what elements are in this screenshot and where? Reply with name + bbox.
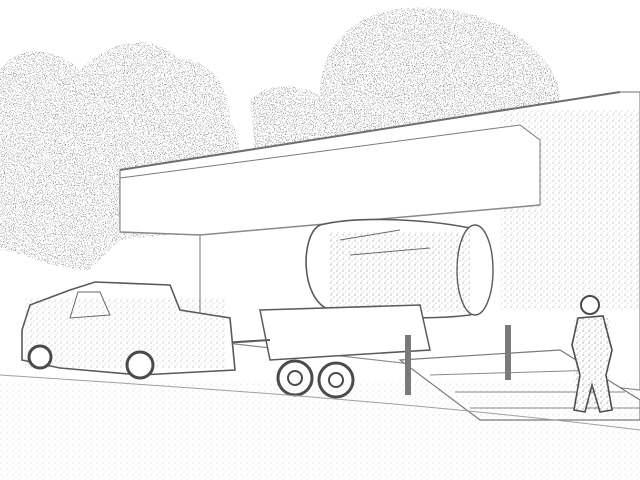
tank-cylinder	[306, 219, 493, 317]
ground	[0, 375, 640, 480]
truck-wheel-front	[29, 346, 51, 368]
truck-wheel-rear	[127, 352, 153, 378]
